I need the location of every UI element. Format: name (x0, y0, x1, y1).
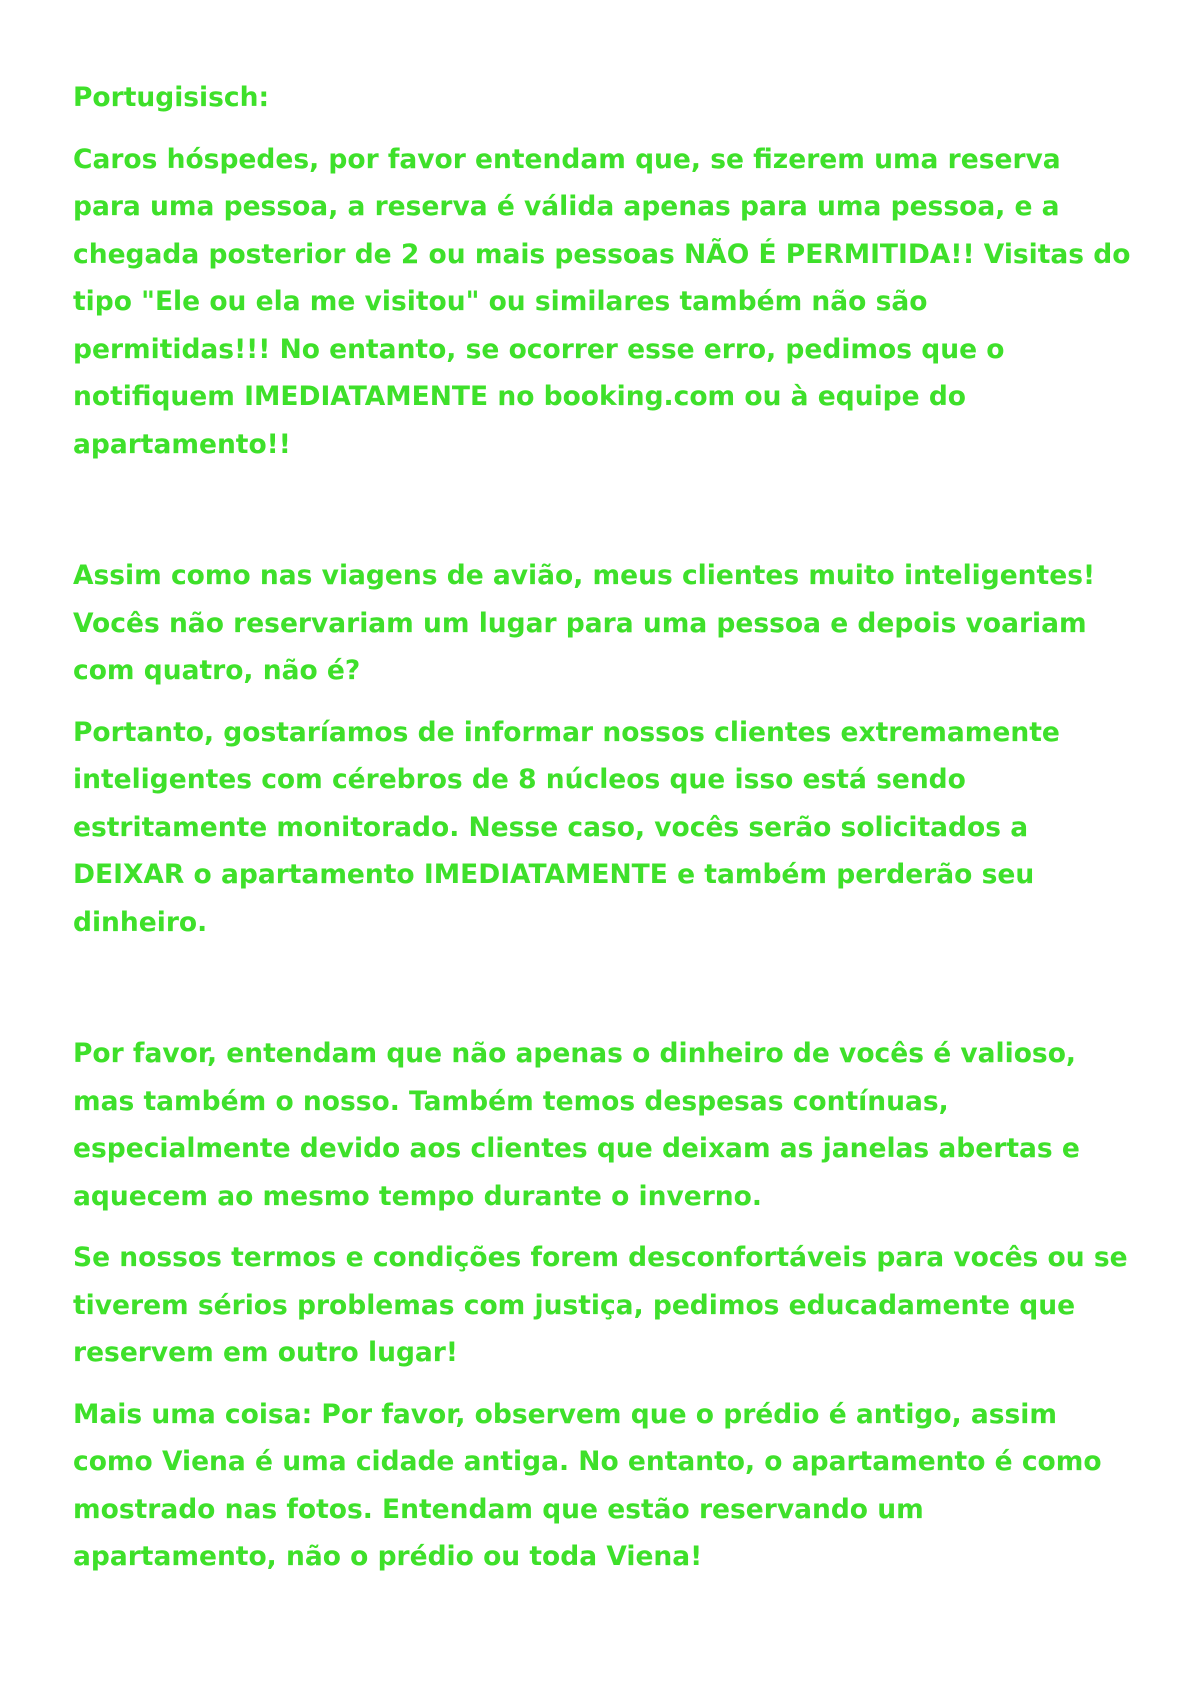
paragraph-terms: Se nossos termos e condições forem desconfortáveis para vocês ou se tiverem sérios problemas com justiça, pedimos educadamente que reservem em outro lugar! (73, 1242, 1128, 1368)
paragraph-monitoring: Portanto, gostaríamos de informar nossos clientes extremamente inteligentes com cérebros de 8 núcleos que isso está sendo estritamente monitorado. Nesse caso, vocês serão solicitados a DEIXAR o apartamento IMEDIATAMENTE e também perderão seu dinheiro. (73, 716, 1060, 938)
paragraph-airplane-analogy: Assim como nas viagens de avião, meus clientes muito inteligentes! Vocês não reservariam um lugar para uma pessoa e depois voariam com quatro, não é? (73, 560, 1096, 686)
paragraph-old-building: Mais uma coisa: Por favor, observem que o prédio é antigo, assim como Viena é uma cidade antiga. No entanto, o apartamento é como mostrado nas fotos. Entendam que estão reservando um apartamento, não o prédio ou toda Viena! (73, 1398, 1102, 1572)
document-page (73, 74, 1133, 1581)
paragraph-booking-rules: Caros hóspedes, por favor entendam que, se fizerem uma reserva para uma pessoa, a reserva é válida apenas para uma pessoa, e a chegada posterior de 2 ou mais pessoas NÃO É PERMITIDA!! Visitas do tipo "Ele ou ela me visitou" ou similares também não são permitidas!!! No entanto, se ocorrer esse erro, pedimos que o notifiquem IMEDIATAMENTE no booking.com ou à equipe do apartamento!! (73, 143, 1131, 460)
paragraph-expenses: Por favor, entendam que não apenas o dinheiro de vocês é valioso, mas também o nosso. Também temos despesas contínuas, especialmente devido aos clientes que deixam as janelas abertas e aquecem ao mesmo tempo durante o inverno. (73, 1038, 1080, 1212)
language-heading: Portugisisch: (73, 82, 270, 113)
